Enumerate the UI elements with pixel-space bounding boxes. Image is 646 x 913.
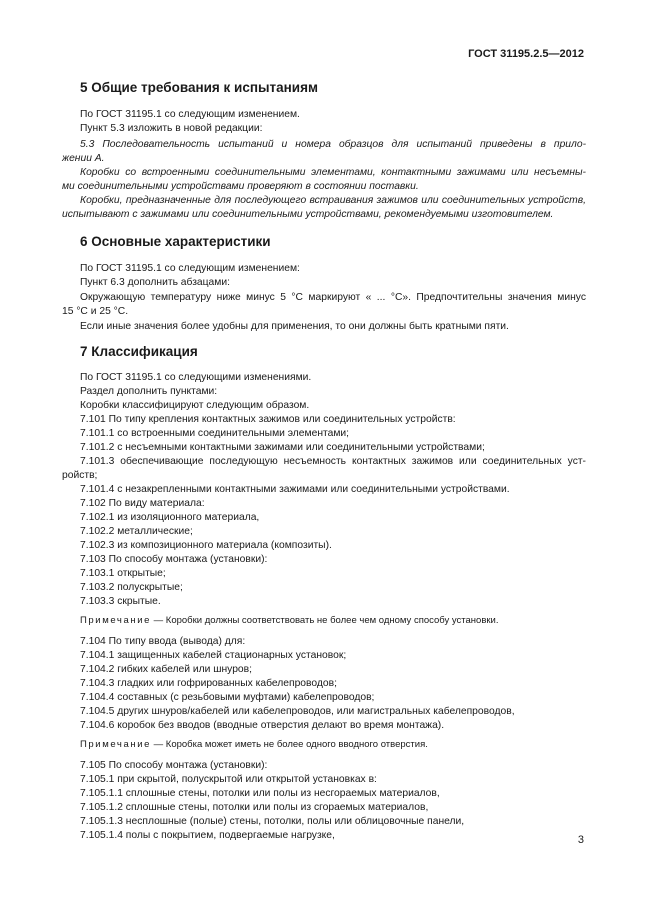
note	[80, 738, 428, 751]
page-number: 3	[577, 834, 584, 846]
paragraph: Коробки классифицируют следующим образом.	[80, 400, 310, 411]
paragraph: жении А.	[62, 153, 105, 164]
paragraph: По ГОСТ 31195.1 со следующим изменением:	[80, 263, 300, 274]
list-item: 7.104.1 защищенных кабелей стационарных установок;	[80, 650, 347, 661]
list-item: 7.101.3 обеспечивающие последующую несъемность контактных зажимов или соединительных уст-	[80, 456, 586, 467]
document-code-header: ГОСТ 31195.2.5—2012	[468, 48, 584, 60]
section-5-heading: 5 Общие требования к испытаниям	[80, 80, 318, 95]
paragraph: Если иные значения более удобны для применения, то они должны быть кратными пяти.	[80, 321, 509, 332]
note-text: — Коробки должны соответствовать не более чем одному способу установки.	[151, 615, 499, 626]
list-item: 7.103.3 скрытые.	[80, 596, 161, 607]
paragraph: Окружающую температуру ниже минус 5 °С маркируют « ... °С». Предпочтительны значения минус	[80, 292, 586, 303]
paragraph: 5.3 Последовательность испытаний и номера образцов для испытаний приведены в прило-	[80, 139, 586, 150]
list-item: 7.104.3 гладких или гофрированных кабелепроводов;	[80, 678, 337, 689]
list-item: 7.101.2 с несъемными контактными зажимами или соединительными устройствами;	[80, 442, 485, 453]
list-item: 7.105.1.4 полы с покрытием, подвергаемые нагрузке,	[80, 830, 335, 841]
list-item: 7.103 По способу монтажа (установки):	[80, 554, 268, 565]
paragraph: По ГОСТ 31195.1 со следующими изменениями.	[80, 372, 312, 383]
list-item: 7.104.5 других шнуров/кабелей или кабелепроводов, или магистральных кабелепроводов,	[80, 706, 515, 717]
list-item: 7.101 По типу крепления контактных зажимов или соединительных устройств:	[80, 414, 456, 425]
list-item: 7.101.1 со встроенными соединительными элементами;	[80, 428, 350, 439]
list-item: 7.104.4 составных (с резьбовыми муфтами) кабелепроводов;	[80, 692, 375, 703]
paragraph: Пункт 5.3 изложить в новой редакции:	[80, 123, 263, 134]
paragraph: Коробки, предназначенные для последующего встраивания зажимов или соединительных устройств,	[80, 195, 586, 206]
list-item: ройств;	[62, 470, 98, 481]
list-item: 7.104.6 коробок без вводов (вводные отверстия делают во время монтажа).	[80, 720, 445, 731]
list-item: 7.105.1.1 сплошные стены, потолки или полы из несгораемых материалов,	[80, 788, 440, 799]
list-item: 7.101.4 с незакрепленными контактными зажимами или соединительными устройствами.	[80, 484, 510, 495]
list-item: 7.102.3 из композиционного материала (композиты).	[80, 540, 332, 551]
paragraph: По ГОСТ 31195.1 со следующим изменением.	[80, 109, 300, 120]
list-item: 7.102.2 металлические;	[80, 526, 193, 537]
list-item: 7.104 По типу ввода (вывода) для:	[80, 636, 246, 647]
list-item: 7.105.1 при скрытой, полускрытой или открытой установках в:	[80, 774, 377, 785]
paragraph: ми соединительными устройствами проверяют в состоянии поставки.	[62, 181, 419, 192]
note-text: — Коробка может иметь не более одного вводного отверстия.	[151, 739, 428, 750]
paragraph: испытывают с зажимами или соединительными устройствами, рекомендуемыми изготовителем.	[62, 209, 554, 220]
section-7-heading: 7 Классификация	[80, 344, 198, 359]
paragraph: 15 °С и 25 °С.	[62, 306, 129, 317]
note	[80, 614, 499, 627]
list-item: 7.102 По виду материала:	[80, 498, 205, 509]
list-item: 7.105.1.2 сплошные стены, потолки или полы из сгораемых материалов,	[80, 802, 429, 813]
section-6-heading: 6 Основные характеристики	[80, 234, 271, 249]
note-label: Примечание	[80, 739, 151, 750]
list-item: 7.104.2 гибких кабелей или шнуров;	[80, 664, 252, 675]
paragraph: Коробки со встроенными соединительными элементами, контактными зажимами или несъемны-	[80, 167, 586, 178]
paragraph: Пункт 6.3 дополнить абзацами:	[80, 277, 230, 288]
note-label: Примечание	[80, 615, 151, 626]
list-item: 7.105 По способу монтажа (установки):	[80, 760, 268, 771]
list-item: 7.105.1.3 несплошные (полые) стены, потолки, полы или облицовочные панели,	[80, 816, 465, 827]
paragraph: Раздел дополнить пунктами:	[80, 386, 218, 397]
list-item: 7.102.1 из изоляционного материала,	[80, 512, 260, 523]
list-item: 7.103.1 открытые;	[80, 568, 166, 579]
list-item: 7.103.2 полускрытые;	[80, 582, 183, 593]
